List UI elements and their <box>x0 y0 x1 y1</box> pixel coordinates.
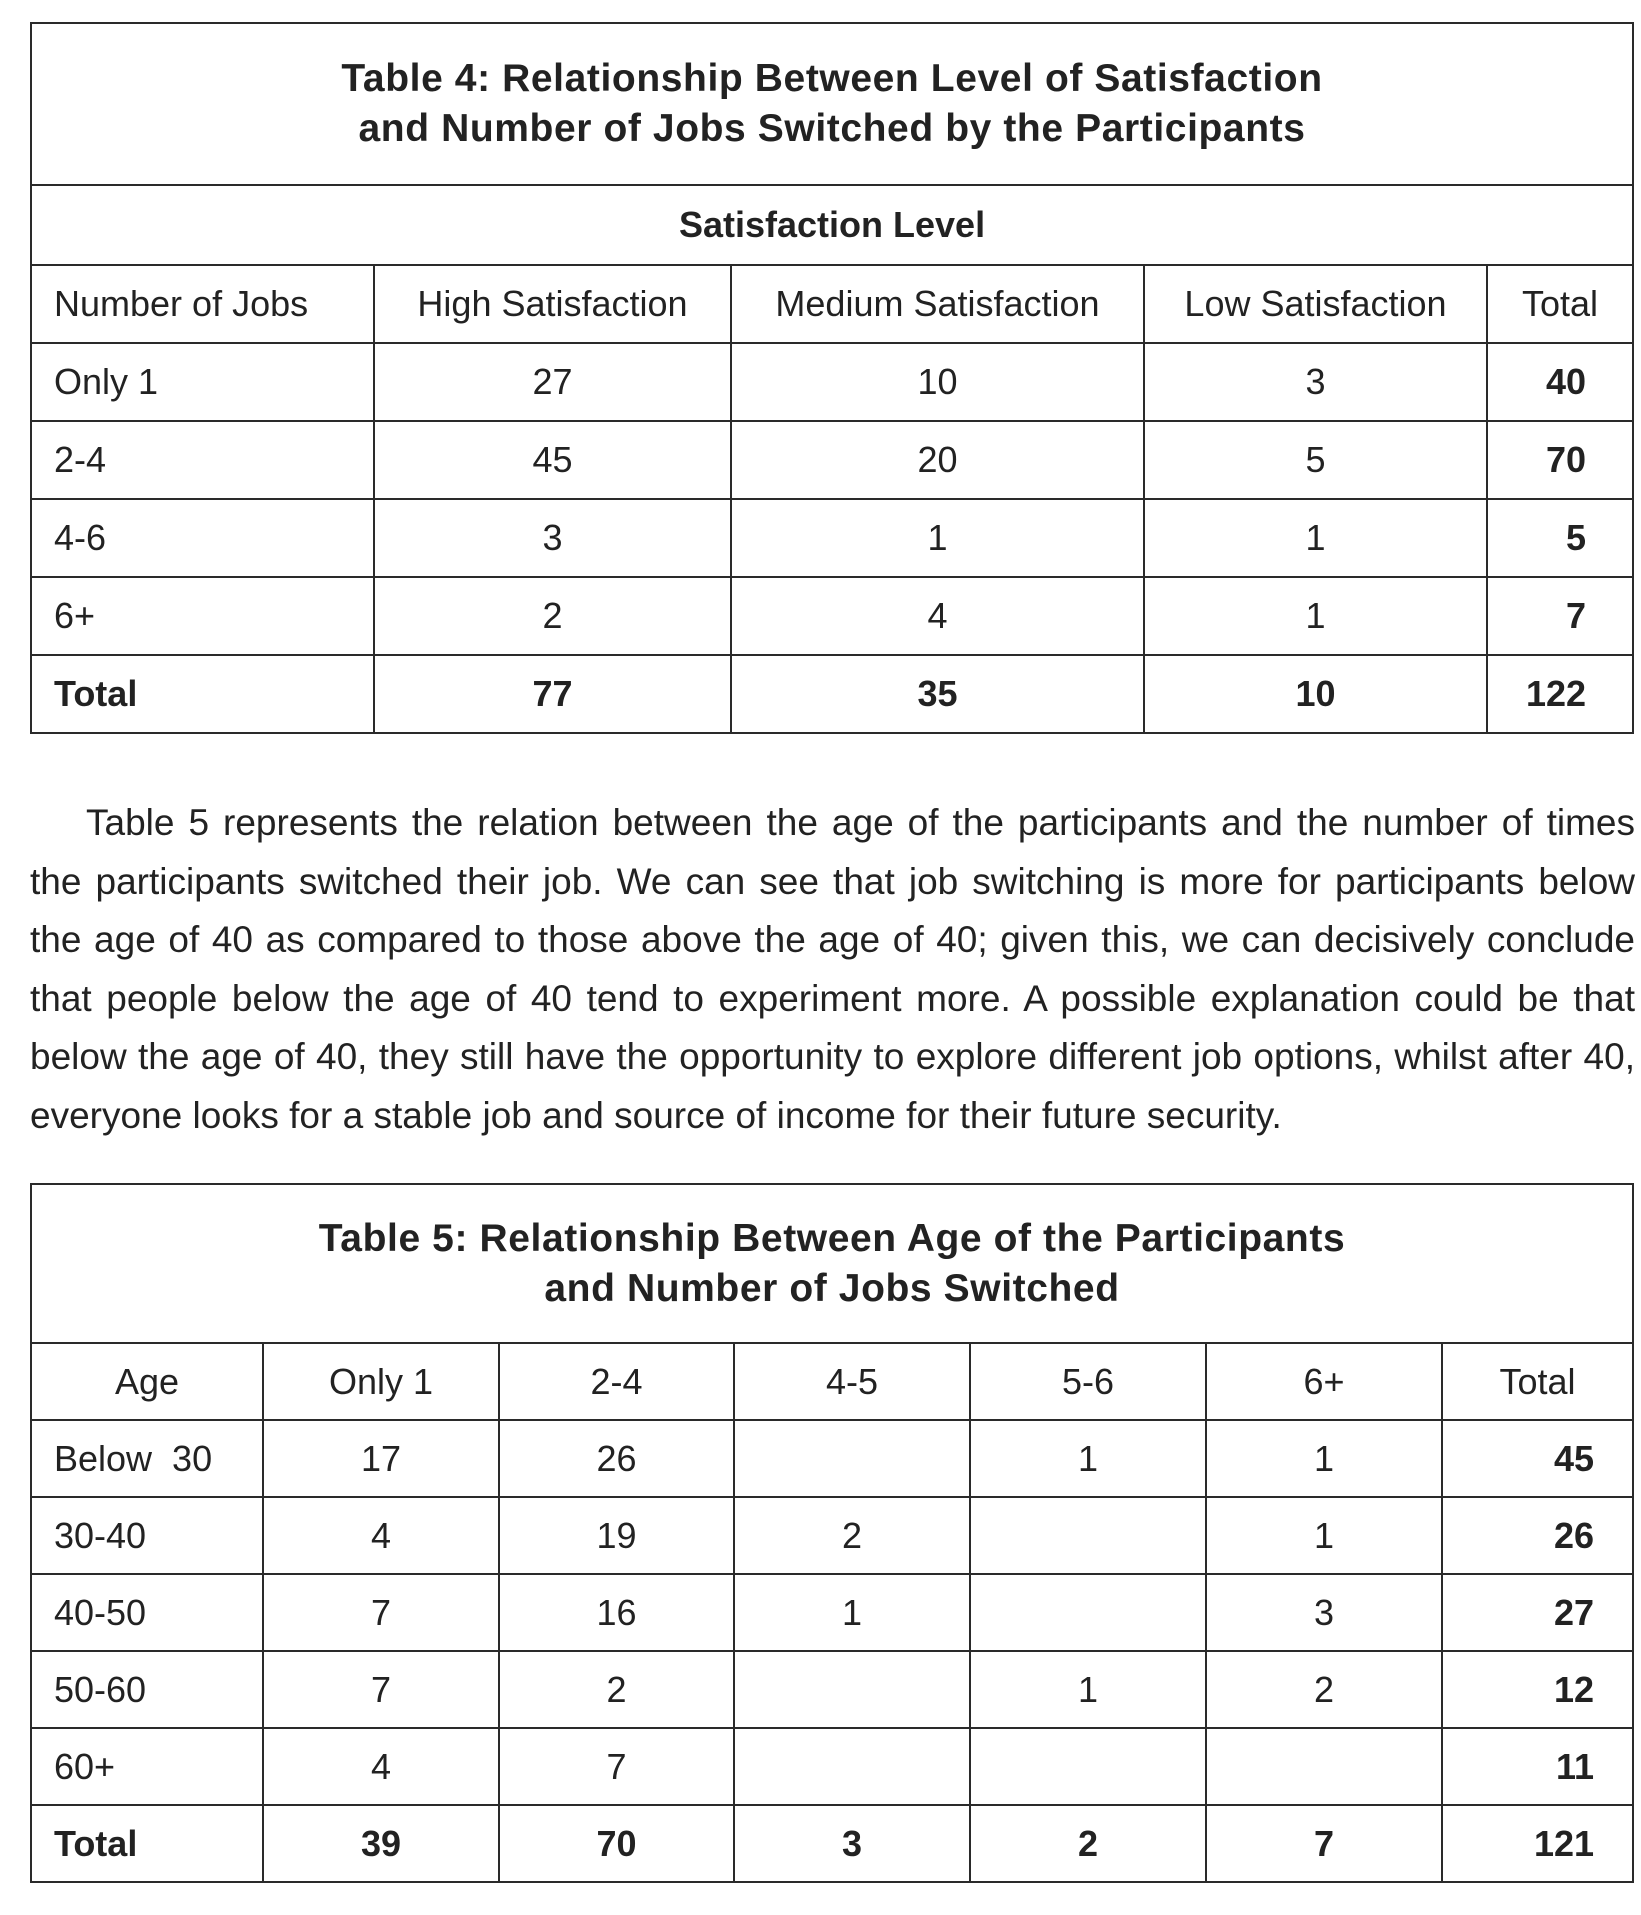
table-cell: 17 <box>263 1420 499 1497</box>
table-cell: 1 <box>1206 1420 1442 1497</box>
table-row <box>31 421 1633 499</box>
table-cell: 2 <box>1206 1651 1442 1728</box>
table-cell: 2 <box>374 577 731 655</box>
row-total: 70 <box>1487 421 1633 499</box>
column-header: Total <box>1442 1343 1633 1420</box>
table-cell: 10 <box>731 343 1144 421</box>
table-cell: 20 <box>731 421 1144 499</box>
row-label: Total <box>31 1805 263 1882</box>
table-cell: 3 <box>374 499 731 577</box>
row-total: 45 <box>1442 1420 1633 1497</box>
table-cell: 26 <box>499 1420 734 1497</box>
table-cell <box>1206 1728 1442 1805</box>
table-total-row <box>31 655 1633 733</box>
grand-total: 122 <box>1487 655 1633 733</box>
table-5-caption-line2: and Number of Jobs Switched <box>544 1266 1120 1310</box>
row-total: 11 <box>1442 1728 1633 1805</box>
table-cell: 7 <box>263 1651 499 1728</box>
row-label: 4-6 <box>31 499 374 577</box>
table-4-caption-line1: Table 4: Relationship Between Level of Satisfaction <box>341 57 1323 100</box>
table-4-caption-line2: and Number of Jobs Switched by the Participants <box>358 107 1306 150</box>
grand-total: 121 <box>1442 1805 1633 1882</box>
row-label: Below 30 <box>31 1420 263 1497</box>
row-total: 12 <box>1442 1651 1633 1728</box>
table-cell <box>734 1420 970 1497</box>
table-cell: 3 <box>1206 1574 1442 1651</box>
row-total: 5 <box>1487 499 1633 577</box>
table-5-caption-line1: Table 5: Relationship Between Age of the Participants <box>318 1216 1346 1260</box>
table-row <box>31 1728 1633 1805</box>
column-header: Age <box>31 1343 263 1420</box>
table-cell: 19 <box>499 1497 734 1574</box>
table-cell <box>734 1651 970 1728</box>
column-header: Low Satisfaction <box>1144 265 1487 343</box>
column-header: Medium Satisfaction <box>731 265 1144 343</box>
table-row <box>31 1651 1633 1728</box>
table-cell: 1 <box>1144 499 1487 577</box>
table-cell: 77 <box>374 655 731 733</box>
table-row <box>31 1574 1633 1651</box>
table-cell: 1 <box>731 499 1144 577</box>
table-cell: 3 <box>1144 343 1487 421</box>
row-label: Total <box>31 655 374 733</box>
table-cell <box>970 1497 1206 1574</box>
table-cell: 39 <box>263 1805 499 1882</box>
table-cell: 1 <box>1144 577 1487 655</box>
table-cell: 7 <box>1206 1805 1442 1882</box>
table-row <box>31 577 1633 655</box>
column-header: High Satisfaction <box>374 265 731 343</box>
table-cell <box>970 1574 1206 1651</box>
table-row <box>31 343 1633 421</box>
table-5-header-row <box>31 1343 1633 1420</box>
row-total: 26 <box>1442 1497 1633 1574</box>
table-5-caption <box>31 1184 1633 1343</box>
table-row <box>31 499 1633 577</box>
table-5 <box>30 1183 1634 1883</box>
satisfaction-level-header: Satisfaction Level <box>31 185 1633 265</box>
table-cell: 3 <box>734 1805 970 1882</box>
row-label: 50-60 <box>31 1651 263 1728</box>
row-total: 7 <box>1487 577 1633 655</box>
table-row <box>31 1497 1633 1574</box>
table-cell: 1 <box>970 1420 1206 1497</box>
table-cell <box>734 1728 970 1805</box>
table-cell: 5 <box>1144 421 1487 499</box>
row-label: 40-50 <box>31 1574 263 1651</box>
table-4 <box>30 22 1634 734</box>
table-cell: 27 <box>374 343 731 421</box>
table-cell: 1 <box>970 1651 1206 1728</box>
row-label: 2-4 <box>31 421 374 499</box>
table-4-header-row <box>31 265 1633 343</box>
table-cell <box>970 1728 1206 1805</box>
column-header: Only 1 <box>263 1343 499 1420</box>
table-cell: 1 <box>734 1574 970 1651</box>
table-cell: 16 <box>499 1574 734 1651</box>
column-header: Total <box>1487 265 1633 343</box>
column-header: 2-4 <box>499 1343 734 1420</box>
table-total-row <box>31 1805 1633 1882</box>
table-cell: 10 <box>1144 655 1487 733</box>
table-4-caption <box>31 23 1633 185</box>
table-cell: 45 <box>374 421 731 499</box>
row-total: 40 <box>1487 343 1633 421</box>
table-cell: 2 <box>734 1497 970 1574</box>
table-row <box>31 1420 1633 1497</box>
column-header: 6+ <box>1206 1343 1442 1420</box>
row-label: 60+ <box>31 1728 263 1805</box>
row-total: 27 <box>1442 1574 1633 1651</box>
body-paragraph: Table 5 represents the relation between the age of the participants and the number of times the participants switched their job. We can see that job switching is more for participants below the age of 40 as compared to those above the age of 40; given this, we can decisively conclude that people below the age of 40 tend to experiment more. A possible explanation could be that below the age of 40, they still have the opportunity to explore different job options, whilst after 40, everyone looks for a stable job and source of income for their future security. <box>30 802 1635 1136</box>
table-cell: 7 <box>263 1574 499 1651</box>
row-label: Only 1 <box>31 343 374 421</box>
table-cell: 2 <box>970 1805 1206 1882</box>
table-cell: 4 <box>263 1728 499 1805</box>
table-cell: 1 <box>1206 1497 1442 1574</box>
table-cell: 7 <box>499 1728 734 1805</box>
column-header: 5-6 <box>970 1343 1206 1420</box>
table-cell: 4 <box>731 577 1144 655</box>
row-label: 30-40 <box>31 1497 263 1574</box>
table-cell: 2 <box>499 1651 734 1728</box>
table-cell: 70 <box>499 1805 734 1882</box>
row-label: 6+ <box>31 577 374 655</box>
table-cell: 4 <box>263 1497 499 1574</box>
column-header: 4-5 <box>734 1343 970 1420</box>
column-header: Number of Jobs <box>31 265 374 343</box>
table-cell: 35 <box>731 655 1144 733</box>
